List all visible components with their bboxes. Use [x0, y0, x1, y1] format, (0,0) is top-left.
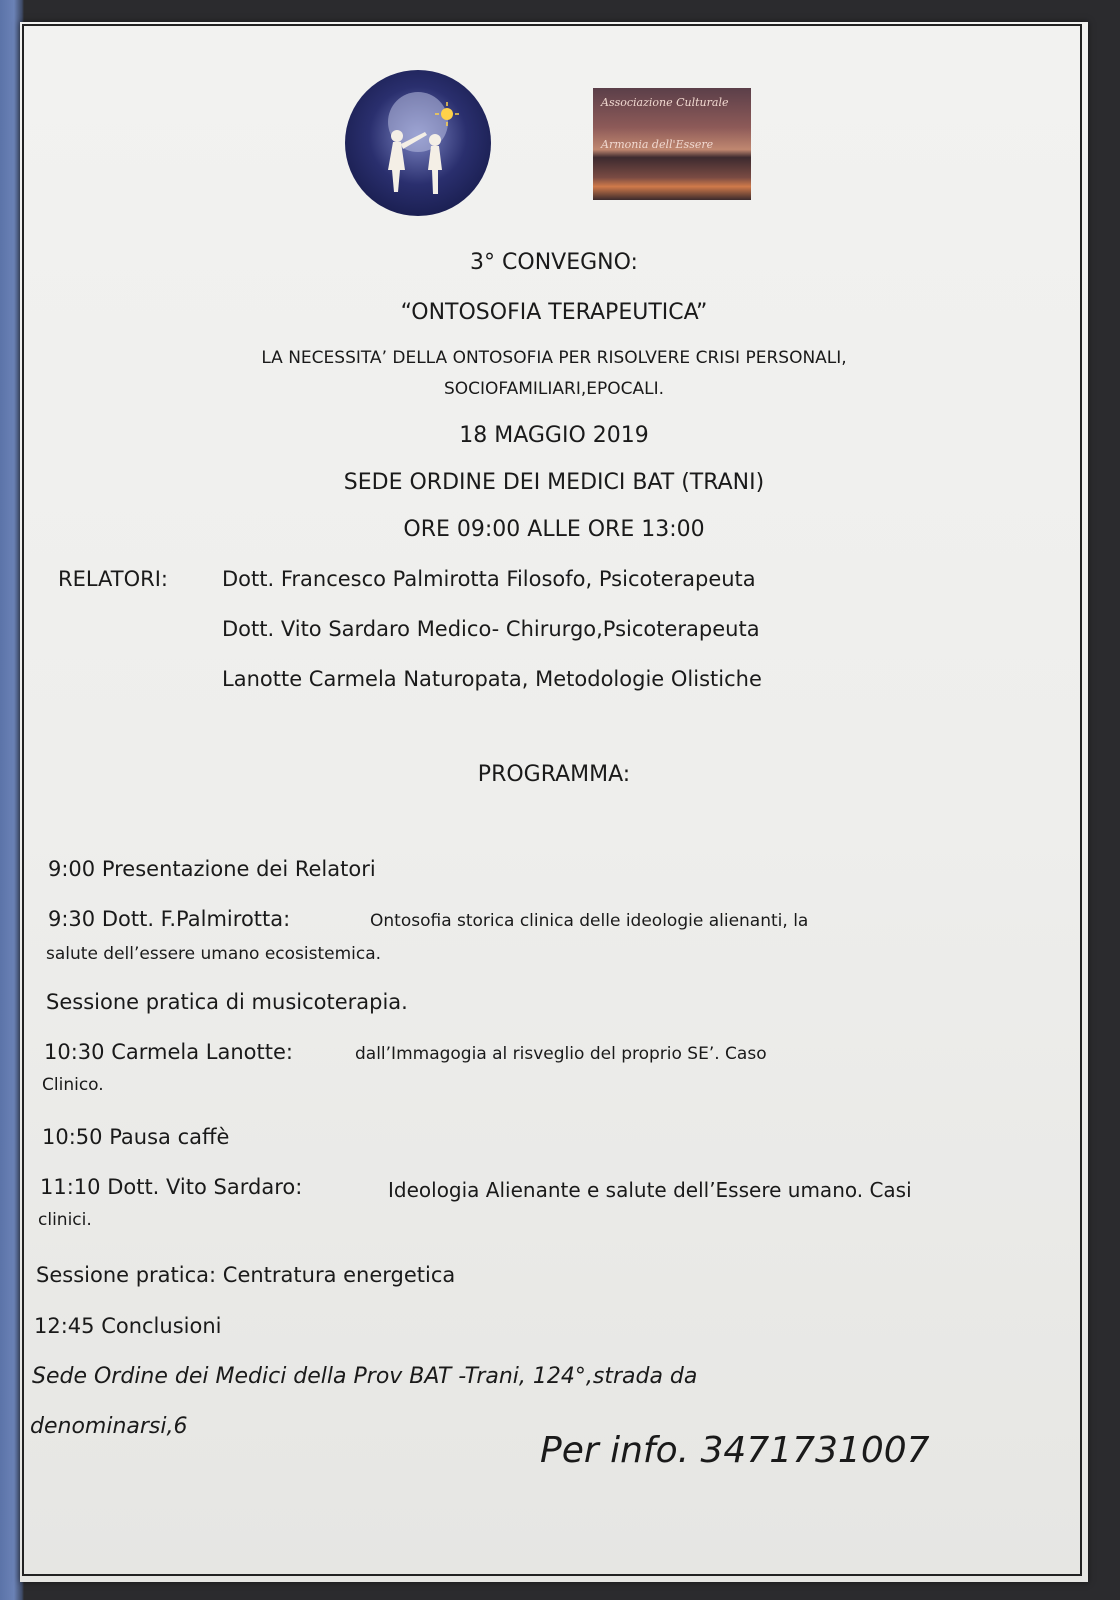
speakers-label: RELATORI:: [58, 567, 168, 591]
program-line: dall’Immagogia al risveglio del proprio SE’. Caso: [355, 1044, 767, 1064]
logo-text-bottom: Armonia dell'Essere: [601, 138, 714, 151]
convention-edition: 3° CONVEGNO:: [470, 250, 638, 275]
program-line: Ideologia Alienante e salute dell’Essere umano. Casi: [388, 1178, 912, 1202]
subtitle-line-2: SOCIOFAMILIARI,EPOCALI.: [443, 379, 665, 399]
program-line: clinici.: [38, 1210, 92, 1230]
info-phone: Per info. 3471731007: [540, 1430, 930, 1471]
program-line: 10:30 Carmela Lanotte:: [44, 1040, 293, 1064]
subtitle-line-1: LA NECESSITA’ DELLA ONTOSOFIA PER RISOLVERE CRISI PERSONALI,: [261, 348, 847, 368]
address-line-1: Sede Ordine dei Medici della Prov BAT -Trani, 124°,strada da: [32, 1364, 698, 1389]
event-venue: SEDE ORDINE DEI MEDICI BAT (TRANI): [343, 470, 765, 495]
program-line: salute dell’essere umano ecosistemica.: [46, 944, 382, 964]
event-date: 18 MAGGIO 2019: [459, 423, 649, 448]
circular-logo-figures-globe-icon: [345, 70, 491, 216]
program-line: 12:45 Conclusioni: [34, 1314, 222, 1338]
program-line: 9:00 Presentazione dei Relatori: [48, 857, 376, 881]
speaker-item: Dott. Vito Sardaro Medico- Chirurgo,Psicoterapeuta: [222, 617, 760, 641]
address-line-2: denominarsi,6: [30, 1414, 188, 1439]
association-logo: [593, 88, 751, 200]
programma-heading: PROGRAMMA:: [477, 762, 631, 787]
program-line: Ontosofia storica clinica delle ideologie alienanti, la: [370, 911, 809, 931]
program-line: 9:30 Dott. F.Palmirotta:: [48, 907, 291, 931]
program-line: Sessione pratica di musicoterapia.: [46, 990, 408, 1014]
program-line: Clinico.: [42, 1075, 104, 1095]
program-line: 11:10 Dott. Vito Sardaro:: [40, 1175, 303, 1199]
speaker-item: Dott. Francesco Palmirotta Filosofo, Psicoterapeuta: [222, 567, 756, 591]
event-hours: ORE 09:00 ALLE ORE 13:00: [403, 517, 705, 542]
logo-text-top: Associazione Culturale: [601, 96, 729, 109]
convention-title: “ONTOSOFIA TERAPEUTICA”: [400, 300, 708, 325]
program-line: Sessione pratica: Centratura energetica: [36, 1263, 456, 1287]
speaker-item: Lanotte Carmela Naturopata, Metodologie Olistiche: [222, 667, 762, 691]
program-line: 10:50 Pausa caffè: [42, 1125, 230, 1149]
